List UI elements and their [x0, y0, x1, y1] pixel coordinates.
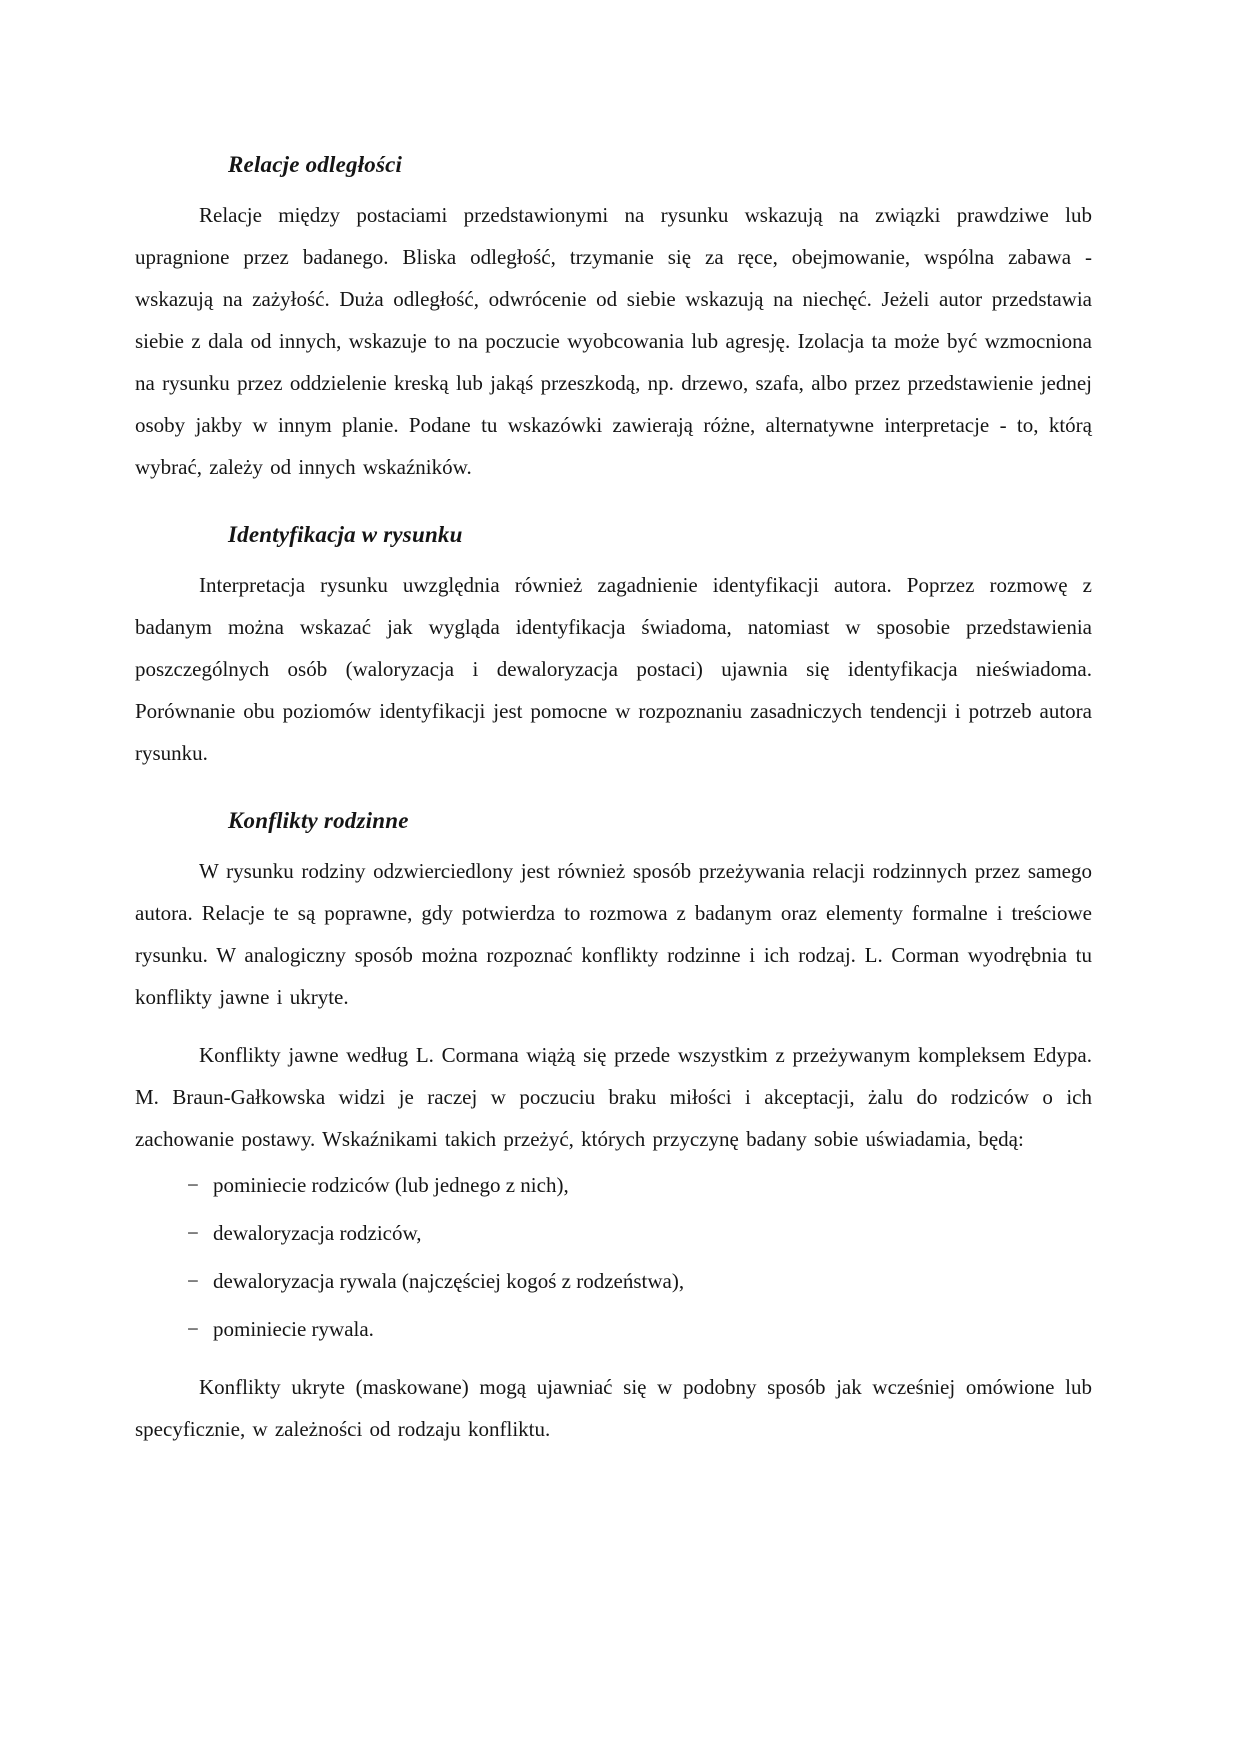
section-konflikty-rodzinne	[135, 806, 1092, 1450]
list-item	[187, 1308, 1092, 1350]
paragraph-konflikty-jawne: Konflikty jawne według L. Cormana wiążą się przede wszystkim z przeżywanym kompleksem Edypa. M. Braun-Gałkowska widzi je raczej w poczuciu braku miłości i akceptacji, żalu do rodziców o ich zachowanie postawy. Wskaźnikami takich przeżyć, których przyczynę badany sobie uświadamia, będą:	[135, 1043, 1092, 1151]
list-item-text: dewaloryzacja rodziców,	[213, 1221, 422, 1245]
heading-konflikty-rodzinne: Konflikty rodzinne	[228, 808, 409, 833]
paragraph-konflikty-ukryte: Konflikty ukryte (maskowane) mogą ujawniać się w podobny sposób jak wcześniej omówione lub specyficznie, w zależności od rodzaju konfliktu.	[135, 1375, 1092, 1441]
list-item-text: pominiecie rywala.	[213, 1317, 374, 1341]
list-dash: −	[187, 1173, 199, 1197]
list-item	[187, 1260, 1092, 1302]
conflict-indicators-list	[135, 1164, 1092, 1350]
list-item	[187, 1164, 1092, 1206]
list-dash: −	[187, 1317, 199, 1341]
paragraph-relacje-odleglosci: Relacje między postaciami przedstawionymi na rysunku wskazują na związki prawdziwe lub upragnione przez badanego. Bliska odległość, trzymanie się za ręce, obejmowanie, wspólna zabawa - wskazują na zażyłość. Duża odległość, odwrócenie od siebie wskazują na niechęć. Jeżeli autor przedstawia siebie z dala od innych, wskazuje to na poczucie wyobcowania lub agresję. Izolacja ta może być wzmocniona na rysunku przez oddzielenie kreską lub jakąś przeszkodą, np. drzewo, szafa, albo przez przedstawienie jednej osoby jakby w innym planie. Podane tu wskazówki zawierają różne, alternatywne interpretacje - to, którą wybrać, zależy od innych wskaźników.	[135, 203, 1092, 479]
heading-relacje-odleglosci: Relacje odległości	[228, 152, 403, 177]
paragraph-konflikty-intro: W rysunku rodziny odzwierciedlony jest również sposób przeżywania relacji rodzinnych przez samego autora. Relacje te są poprawne, gdy potwierdza to rozmowa z badanym oraz elementy formalne i treściowe rysunku. W analogiczny sposób można rozpoznać konflikty rodzinne i ich rodzaj. L. Corman wyodrębnia tu konflikty jawne i ukryte.	[135, 859, 1092, 1009]
section-identyfikacja-w-rysunku	[135, 520, 1092, 774]
list-item	[187, 1212, 1092, 1254]
heading-identyfikacja-w-rysunku: Identyfikacja w rysunku	[228, 522, 463, 547]
list-dash: −	[187, 1221, 199, 1245]
paragraph-identyfikacja: Interpretacja rysunku uwzględnia również zagadnienie identyfikacji autora. Poprzez rozmowę z badanym można wskazać jak wygląda identyfikacja świadoma, natomiast w sposobie przedstawienia poszczególnych osób (waloryzacja i dewaloryzacja postaci) ujawnia się identyfikacja nieświadoma. Porównanie obu poziomów identyfikacji jest pomocne w rozpoznaniu zasadniczych tendencji i potrzeb autora rysunku.	[135, 573, 1092, 765]
list-dash: −	[187, 1269, 199, 1293]
list-item-text: pominiecie rodziców (lub jednego z nich),	[213, 1173, 569, 1197]
list-item-text: dewaloryzacja rywala (najczęściej kogoś z rodzeństwa),	[213, 1269, 685, 1293]
section-relacje-odleglosci	[135, 150, 1092, 488]
